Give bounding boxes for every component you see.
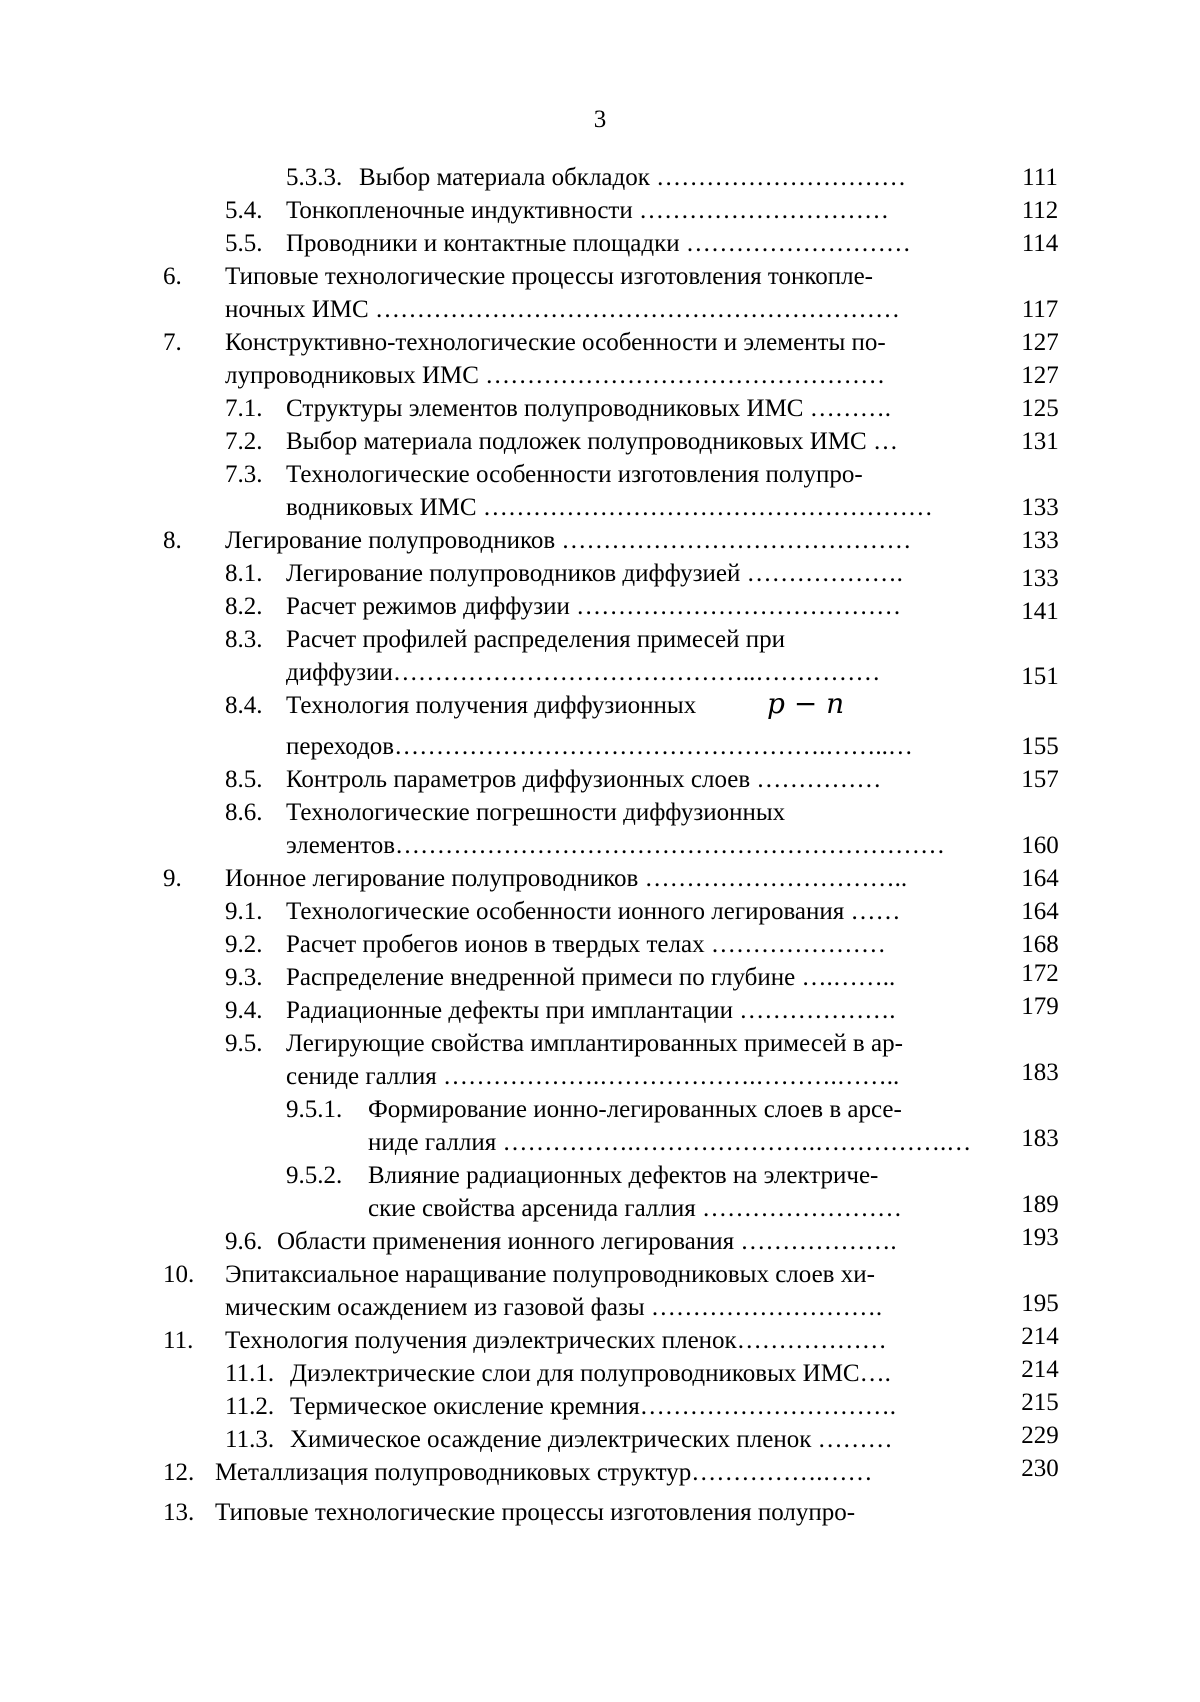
toc-entry-number: 8.3. [225,626,263,653]
toc-entry-page: 133 [1021,527,1059,554]
math-expression-p-n: p − n [767,687,845,720]
toc-entry-page: 111 [1022,164,1058,191]
toc-entry-page: 127 [1021,329,1059,356]
toc-entry-number: 8.6. [225,799,263,826]
toc-entry-page: 168 [1021,931,1059,958]
toc-entry-number: 9.4. [225,997,263,1024]
toc-entry-page: 160 [1021,832,1059,859]
toc-entry-title: Конструктивно-технологические особенности и элементы по- [225,329,886,356]
toc-entry-number: 11.1. [225,1360,275,1387]
toc-entry-title: Термическое окисление кремния…………………………. [290,1393,897,1420]
toc-entry-number: 11. [163,1327,194,1354]
toc-entry-title-continuation: водниковых ИМС ……………………………………………… [286,494,933,521]
toc-entry-number: 5.5. [225,230,263,257]
toc-entry-title: Проводники и контактные площадки ……………………… [286,230,911,257]
toc-entry-title: Выбор материала обкладок ………………………… [359,164,907,191]
toc-entry-number: 8.5. [225,766,263,793]
toc-entry-page: 114 [1021,230,1059,257]
toc-entry-title: Выбор материала подложек полупроводниковых ИМС … [286,428,898,455]
toc-entry-number: 9.2. [225,931,263,958]
toc-entry-page: 133 [1021,494,1059,521]
toc-entry-page: 164 [1021,865,1059,892]
toc-entry-number: 8. [163,527,182,554]
toc-entry-title: Технология получения диэлектрических пленок……………… [225,1327,887,1354]
toc-entry-page: 183 [1021,1125,1059,1152]
toc-entry-title: Структуры элементов полупроводниковых ИМС ………. [286,395,891,422]
toc-entry-title: Технологические особенности изготовления полупро- [286,461,863,488]
toc-entry-page: 179 [1021,993,1059,1020]
toc-entry-page: 112 [1021,197,1059,224]
toc-entry-title: Диэлектрические слои для полупроводниковых ИМС…. [290,1360,891,1387]
toc-entry-title: Металлизация полупроводниковых структур…………….…… [215,1459,873,1486]
toc-entry-page: 131 [1021,428,1059,455]
toc-entry-number: 9.3. [225,964,263,991]
toc-entry-number: 11.3. [225,1426,275,1453]
toc-entry-page: 127 [1021,362,1059,389]
toc-entry-number: 9.1. [225,898,263,925]
toc-entry-title-continuation: ские свойства арсенида галлия …………………… [368,1195,902,1222]
toc-entry-title: Расчет профилей распределения примесей при [286,626,786,653]
toc-entry-page: 183 [1021,1059,1059,1086]
toc-entry-title: Технология получения диффузионных [286,692,697,719]
toc-entry-number: 8.1. [225,560,263,587]
toc-entry-title: Технологические погрешности диффузионных [286,799,786,826]
toc-entry-title: Распределение внедренной примеси по глубине ….…….. [286,964,896,991]
toc-entry-number: 7. [163,329,182,356]
toc-entry-number: 9.5. [225,1030,263,1057]
toc-entry-page: 193 [1021,1224,1059,1251]
toc-entry-page: 214 [1021,1323,1059,1350]
toc-entry-title: Химическое осаждение диэлектрических пленок ……… [290,1426,893,1453]
toc-entry-page: 230 [1021,1455,1059,1482]
toc-entry-title-continuation: переходов…………………………………………….……..… [286,733,913,760]
toc-entry-number: 5.4. [225,197,263,224]
toc-entry-page: 133 [1021,565,1059,592]
toc-entry-title: Расчет режимов диффузии ………………………………… [286,593,902,620]
toc-entry-page: 151 [1021,663,1059,690]
toc-entry-title-continuation: ниде галлия …………….………………….…………….… [368,1129,972,1156]
toc-entry-page: 164 [1021,898,1059,925]
toc-entry-number: 9.6. [225,1228,263,1255]
toc-entry-title: Радиационные дефекты при имплантации ………………. [286,997,896,1024]
toc-entry-title: Типовые технологические процессы изготовления полупро- [215,1499,856,1526]
toc-entry-title-continuation: диффузии……………………………………..…………… [286,659,881,686]
toc-entry-number: 7.3. [225,461,263,488]
toc-entry-title: Легирующие свойства имплантированных примесей в ар- [286,1030,903,1057]
toc-entry-page: 117 [1021,296,1059,323]
toc-entry-title: Типовые технологические процессы изготовления тонкопле- [225,263,874,290]
toc-entry-page: 155 [1021,733,1059,760]
toc-entry-number: 7.1. [225,395,263,422]
toc-entry-title: Легирование полупроводников диффузией ………………. [286,560,903,587]
toc-entry-page: 172 [1021,960,1059,987]
toc-entry-title-continuation: сениде галлия ……………….……………….……….…….. [286,1063,900,1090]
toc-entry-page: 229 [1021,1422,1059,1449]
toc-entry-title: Области применения ионного легирования ………………. [277,1228,897,1255]
toc-entry-number: 8.2. [225,593,263,620]
toc-entry-number: 11.2. [225,1393,275,1420]
toc-entry-title-continuation: лупроводниковых ИМС ………………………………………… [225,362,886,389]
toc-entry-title-continuation: мическим осаждением из газовой фазы ………………………. [225,1294,883,1321]
toc-entry-title-continuation: ночных ИМС ……………………………………………………… [225,296,900,323]
toc-entry-title: Тонкопленочные индуктивности ………………………… [286,197,889,224]
toc-entry-title: Контроль параметров диффузионных слоев …………… [286,766,882,793]
toc-entry-title: Эпитаксиальное наращивание полупроводниковых слоев хи- [225,1261,875,1288]
toc-entry-number: 9. [163,865,182,892]
toc-entry-number: 10. [163,1261,195,1288]
toc-entry-page: 215 [1021,1389,1059,1416]
toc-entry-page: 189 [1021,1191,1059,1218]
toc-entry-title-continuation: элементов………………………………………………………… [286,832,946,859]
toc-entry-number: 9.5.2. [286,1162,343,1189]
toc-entry-page: 157 [1021,766,1059,793]
toc-entry-number: 9.5.1. [286,1096,343,1123]
toc-entry-title: Формирование ионно-легированных слоев в арсе- [368,1096,902,1123]
toc-entry-title: Технологические особенности ионного легирования …… [286,898,901,925]
toc-entry-page: 214 [1021,1356,1059,1383]
page-number: 3 [593,106,607,133]
toc-entry-page: 141 [1021,598,1059,625]
toc-entry-number: 8.4. [225,692,263,719]
toc-entry-title: Расчет пробегов ионов в твердых телах ………………… [286,931,886,958]
toc-entry-title: Влияние радиационных дефектов на электриче- [368,1162,879,1189]
toc-entry-title: Легирование полупроводников …………………………………… [225,527,912,554]
toc-entry-number: 6. [163,263,182,290]
toc-entry-number: 12. [163,1459,195,1486]
toc-entry-number: 13. [163,1499,195,1526]
toc-entry-page: 195 [1021,1290,1059,1317]
toc-entry-number: 7.2. [225,428,263,455]
toc-entry-title: Ионное легирование полупроводников ………………………….. [225,865,908,892]
toc-entry-number: 5.3.3. [286,164,343,191]
toc-entry-page: 125 [1021,395,1059,422]
